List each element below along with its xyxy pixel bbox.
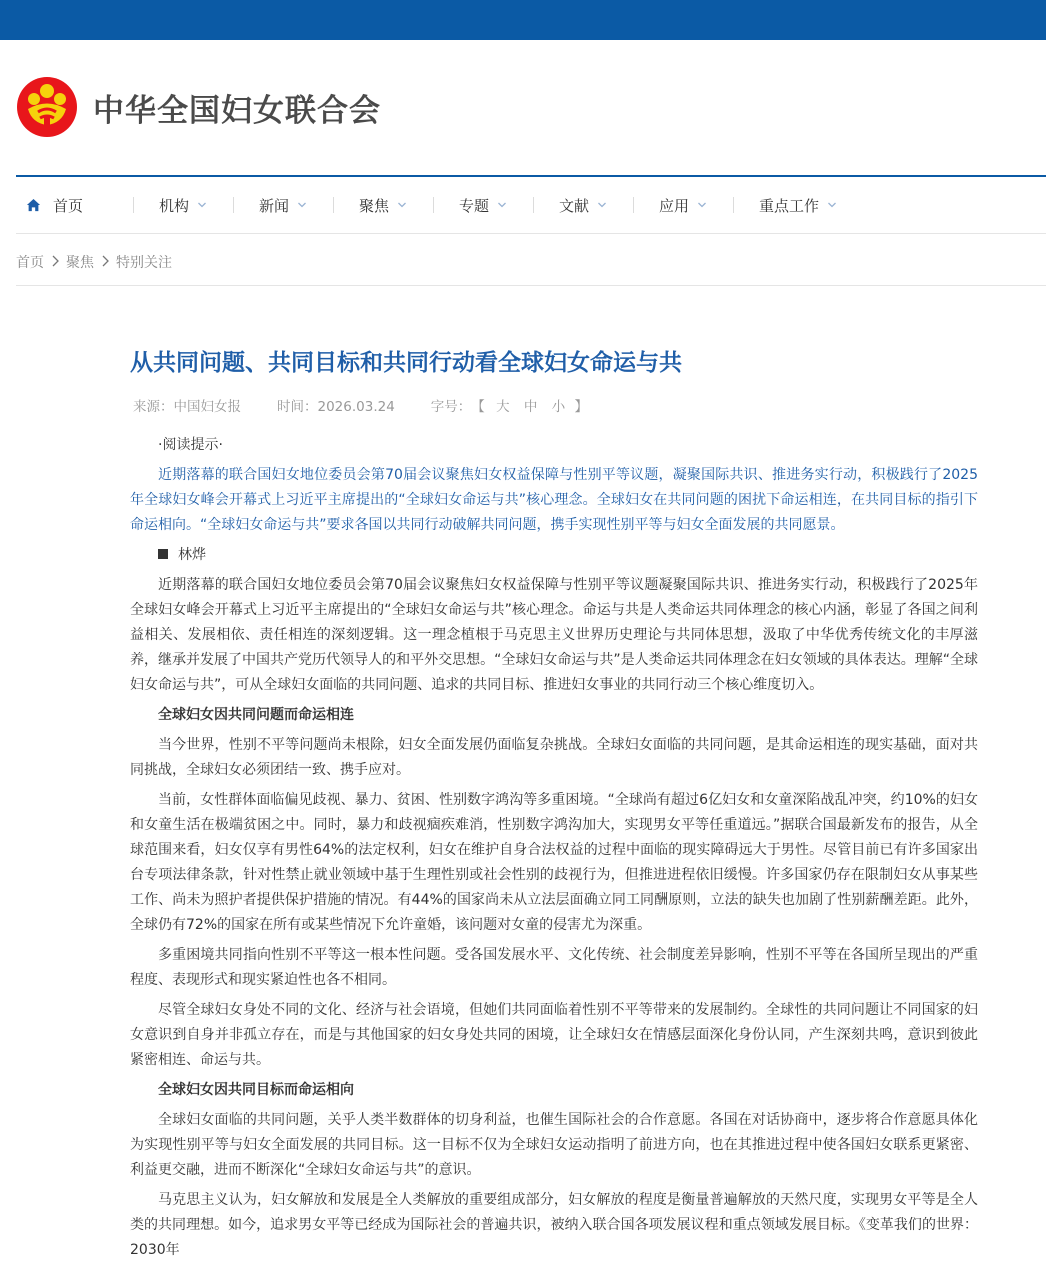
main-nav [16,175,1046,234]
chevron-down-icon [497,200,507,210]
nav-item-documents[interactable] [534,177,633,233]
breadcrumb-home[interactable]: 首页 [16,255,44,271]
breadcrumb-special-attention[interactable]: 特别关注 [116,255,172,271]
font-size-label: 字号： [430,399,472,415]
nav-label: 重点工作 [759,196,820,215]
breadcrumb-focus[interactable]: 聚焦 [66,255,94,271]
article-summary: 近期落幕的联合国妇女地位委员会第70届会议聚焦妇女权益保障与性别平等议题，凝聚国际共识、推进务实行动，积极践行了2025年全球妇女峰会开幕式上习近平主席提出的“全球妇女命运与共”核心理念。全球妇女在共同问题的困扰下命运相连，在共同目标的指引下命运相向。“全球妇女命运与共”要求各国以共同行动破解共同问题，携手实现性别平等与妇女全面发展的共同愿景。 [130,467,978,533]
paragraph: 多重困境共同指向性别不平等这一根本性问题。受各国发展水平、文化传统、社会制度差异影响，性别不平等在各国所呈现出的严重程度、表现形式和现实紧迫性也各不相同。 [130,947,978,988]
top-bar [0,0,1046,40]
chevron-right-icon [50,255,60,267]
article-author [130,543,978,568]
chevron-down-icon [197,200,207,210]
section-heading: 全球妇女因共同目标而命运相向 [158,1082,354,1098]
paragraph: 当今世界，性别不平等问题尚未根除，妇女全面发展仍面临复杂挑战。全球妇女面临的共同问题，是其命运相连的现实基础，面对共同挑战，全球妇女必须团结一致、携手应对。 [130,737,978,778]
font-size-large-button[interactable]: 大 [496,399,510,415]
home-icon [26,198,41,213]
nav-item-news[interactable] [234,177,333,233]
article-meta [130,395,978,415]
bullet-square-icon [158,549,168,559]
site-header [0,40,1046,175]
women-federation-emblem-icon [16,76,78,138]
chevron-down-icon [397,200,407,210]
site-name: 中华全国妇女联合会 [93,92,381,129]
nav-label: 新闻 [259,196,290,215]
article-body [130,433,978,1263]
article-source: 来源：中国妇女报 [133,399,241,415]
paragraph: 马克思主义认为，妇女解放和发展是全人类解放的重要组成部分，妇女解放的程度是衡量普遍解放的天然尺度，实现男女平等是全人类的共同理想。如今，追求男女平等已经成为国际社会的普遍共识，被纳入联合国各项发展议程和重点领域发展目标。《变革我们的世界：2030年 [130,1192,978,1258]
nav-label: 首页 [53,196,84,215]
nav-item-key-work[interactable] [734,177,837,233]
breadcrumb [16,252,1046,286]
article-time: 时间：2026.03.24 [277,399,395,415]
nav-item-home[interactable] [16,177,133,233]
nav-item-focus[interactable] [334,177,433,233]
article-title: 从共同问题、共同目标和共同行动看全球妇女命运与共 [130,350,682,376]
chevron-right-icon [100,255,110,267]
section-heading: 全球妇女因共同问题而命运相连 [158,707,354,723]
read-tip: ·阅读提示· [158,437,223,453]
paragraph: 尽管全球妇女身处不同的文化、经济与社会语境，但她们共同面临着性别不平等带来的发展制约。全球性的共同问题让不同国家的妇女意识到自身并非孤立存在，而是与其他国家的妇女身处共同的困境，让全球妇女在情感层面深化身份认同，产生深刻共鸣，意识到彼此紧密相连、命运与共。 [130,1002,978,1068]
nav-label: 文献 [559,196,590,215]
nav-label: 聚焦 [359,196,390,215]
bracket-close: 】 [574,399,588,415]
site-logo[interactable] [16,76,381,138]
chevron-down-icon [297,200,307,210]
nav-item-institutions[interactable] [134,177,233,233]
nav-label: 机构 [159,196,190,215]
nav-label: 应用 [659,196,690,215]
nav-item-apps[interactable] [634,177,733,233]
chevron-down-icon [697,200,707,210]
nav-item-topics[interactable] [434,177,533,233]
paragraph: 当前，女性群体面临偏见歧视、暴力、贫困、性别数字鸿沟等多重困境。“全球尚有超过6亿妇女和女童深陷战乱冲突，约10%的妇女和女童生活在极端贫困之中。同时，暴力和歧视痼疾难消，性别数字鸿沟加大，实现男女平等任重道远。”据联合国最新发布的报告，从全球范围来看，妇女仅享有男性64%的法定权利，妇女在维护自身合法权益的过程中面临的现实障碍远大于男性。尽管目前已有许多国家出台专项法律条款，针对性禁止就业领域中基于生理性别或社会性别的歧视行为，但推进进程依旧缓慢。许多国家仍存在限制妇女从事某些工作、尚未为照护者提供保护措施的情况。有44%的国家尚未从立法层面确立同工同酬原则，立法的缺失也加剧了性别薪酬差距。此外，全球仍有72%的国家在所有或某些情况下允许童婚，该问题对女童的侵害尤为深重。 [130,792,978,933]
paragraph: 近期落幕的联合国妇女地位委员会第70届会议聚焦妇女权益保障与性别平等议题凝聚国际共识、推进务实行动，积极践行了2025年全球妇女峰会开幕式上习近平主席提出的“全球妇女命运与共”核心理念。命运与共是人类命运共同体理念的核心内涵，彰显了各国之间利益相关、发展相依、责任相连的深刻逻辑。这一理念植根于马克思主义世界历史理论与共同体思想，汲取了中华优秀传统文化的丰厚滋养，继承并发展了中国共产党历代领导人的和平外交思想。“全球妇女命运与共”是人类命运共同体理念在妇女领域的具体表达。理解“全球妇女命运与共”，可从全球妇女面临的共同问题、追求的共同目标、推进妇女事业的共同行动三个核心维度切入。 [130,577,978,693]
chevron-down-icon [827,200,837,210]
chevron-down-icon [597,200,607,210]
nav-label: 专题 [459,196,490,215]
font-size-small-button[interactable]: 小 [551,399,566,415]
article [130,345,978,1268]
bracket-open: 【 [471,399,485,415]
author-name: 林烨 [178,547,206,563]
font-size-controls [471,395,588,415]
font-size-medium-button[interactable]: 中 [523,399,538,415]
paragraph: 全球妇女面临的共同问题，关乎人类半数群体的切身利益，也催生国际社会的合作意愿。各国在对话协商中，逐步将合作意愿具体化为实现性别平等与妇女全面发展的共同目标。这一目标不仅为全球妇女运动指明了前进方向，也在其推进过程中使各国妇女联系更紧密、利益更交融，进而不断深化“全球妇女命运与共”的意识。 [130,1112,978,1178]
